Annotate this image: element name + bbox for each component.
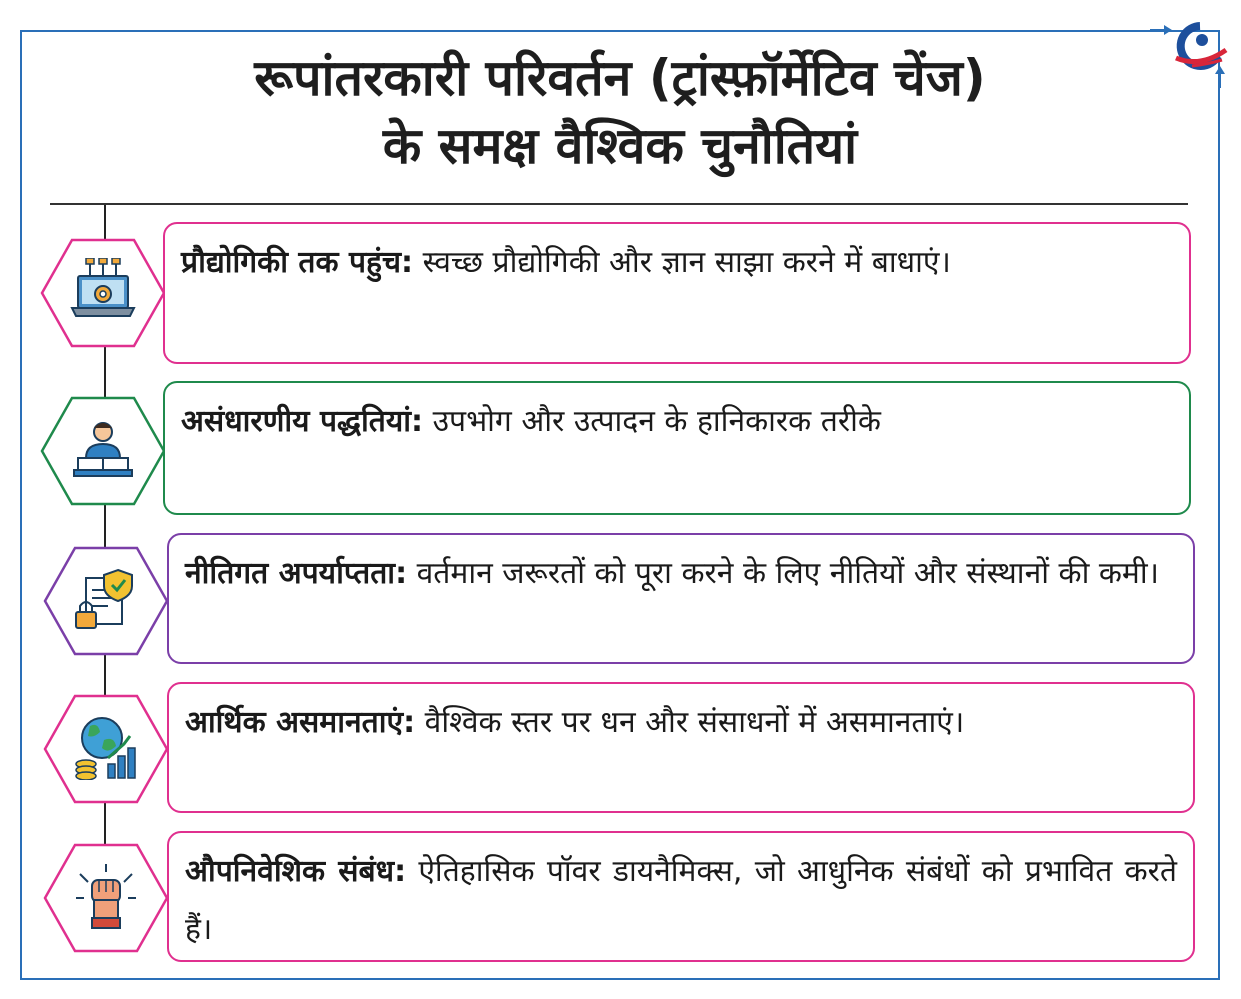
arrow-right-icon [1150, 22, 1172, 38]
title-divider [50, 203, 1188, 205]
raised-fist-icon [74, 864, 138, 930]
policy-document-lock-icon [74, 568, 138, 632]
globe-coins-chart-icon [74, 714, 138, 780]
person-reading-icon [72, 418, 134, 480]
page-title [40, 44, 1200, 180]
card-heading: असंधारणीय पद्धतियां: [181, 404, 424, 439]
card-text: स्वच्छ प्रौद्योगिकी और ज्ञान साझा करने में बाधाएं। [413, 245, 951, 280]
challenge-card-5 [167, 831, 1195, 962]
laptop-gear-icon [70, 258, 136, 324]
title-line-2: के समक्ष वैश्विक चुनौतियां [382, 117, 858, 175]
card-heading: नीतिगत अपर्याप्तता: [185, 556, 408, 591]
card-heading: प्रौद्योगिकी तक पहुंच: [181, 245, 414, 280]
card-text: ऐतिहासिक पॉवर डायनैमिक्स, जो आधुनिक संबंधों को प्रभावित करते हैं। [185, 854, 1177, 947]
challenge-card-3 [167, 533, 1195, 664]
card-heading: आर्थिक असमानताएं: [185, 705, 416, 740]
card-text: वर्तमान जरूरतों को पूरा करने के लिए नीतियों और संस्थानों की कमी। [407, 556, 1159, 591]
challenge-card-1 [163, 222, 1191, 364]
challenge-card-4 [167, 682, 1195, 813]
card-text: उपभोग और उत्पादन के हानिकारक तरीके [423, 404, 881, 439]
card-text: वैश्विक स्तर पर धन और संसाधनों में असमानताएं। [415, 705, 965, 740]
card-heading: औपनिवेशिक संबंध: [185, 854, 407, 889]
challenge-card-2 [163, 381, 1191, 515]
title-line-1: रूपांतरकारी परिवर्तन (ट्रांस्फ़ॉर्मेटिव चेंज) [254, 49, 986, 107]
